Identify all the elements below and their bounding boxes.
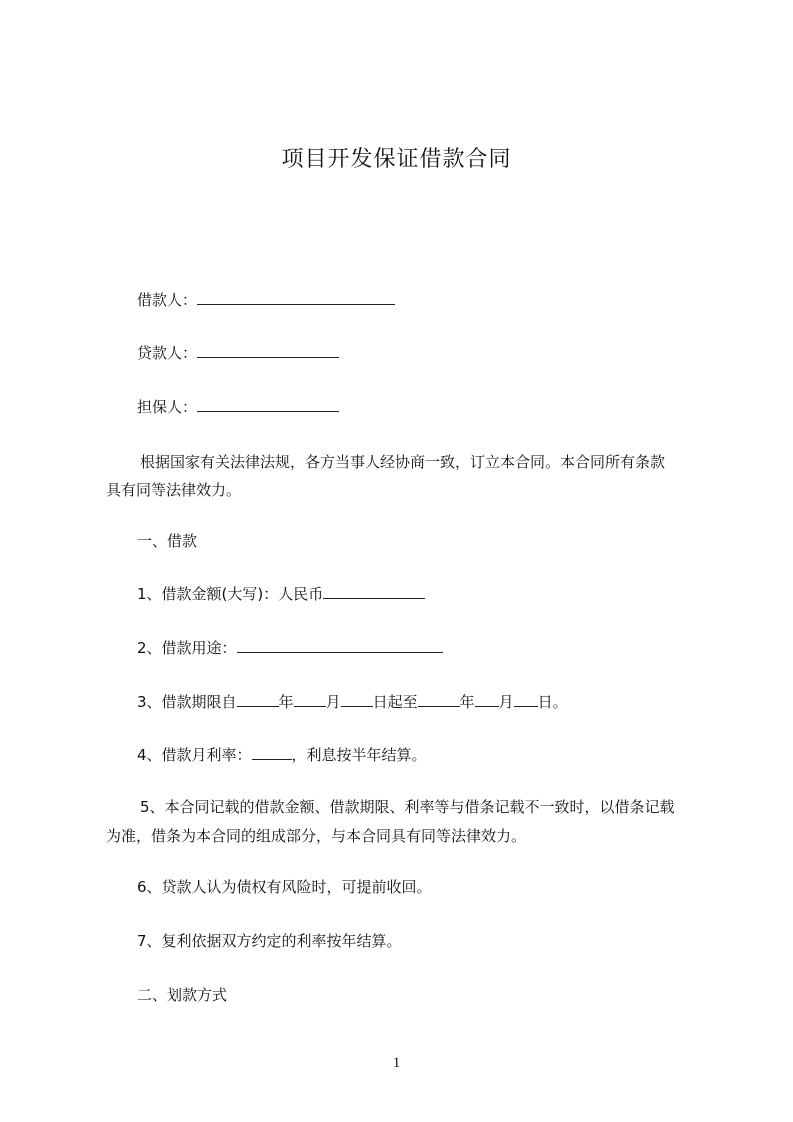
- section-2-heading: 二、划款方式: [137, 986, 228, 1004]
- end-month-blank: [475, 692, 499, 707]
- item-2-line: [137, 638, 443, 658]
- item-5-line-2: 为准，借条为本合同的组成部分，与本合同具有同等法律效力。: [106, 827, 527, 845]
- guarantor-label: 担保人：: [137, 398, 198, 416]
- preamble-line-2: 具有同等法律效力。: [106, 481, 242, 499]
- item-2-label: 2、借款用途：: [137, 639, 237, 657]
- end-day-blank: [514, 692, 538, 707]
- section-1-heading: 一、借款: [137, 532, 198, 550]
- item-3-day-end: 日。: [537, 693, 568, 711]
- lender-blank: [197, 343, 339, 358]
- borrower-line: [137, 290, 395, 310]
- guarantor-blank: [197, 397, 339, 412]
- guarantor-line: [137, 397, 339, 417]
- item-5-line-1: 5、本合同记载的借款金额、借款期限、利率等与借条记载不一致时，以借条记载: [140, 798, 675, 816]
- page-number: 1: [392, 1055, 401, 1071]
- item-3-month2: 月: [498, 693, 514, 711]
- item-3-month: 月: [325, 693, 341, 711]
- lender-label: 贷款人：: [137, 344, 198, 362]
- item-4-line: [137, 745, 427, 765]
- purpose-blank: [237, 638, 443, 653]
- item-3-year2: 年: [459, 693, 475, 711]
- item-4-suffix: ，利息按半年结算。: [291, 746, 427, 764]
- item-4-prefix: 4、借款月利率：: [137, 746, 252, 764]
- preamble-line-1: 根据国家有关法律法规，各方当事人经协商一致，订立本合同。本合同所有条款: [140, 453, 666, 471]
- borrower-label: 借款人：: [137, 291, 198, 309]
- lender-line: [137, 343, 339, 363]
- item-6-line: 6、贷款人认为债权有风险时，可提前收回。: [137, 878, 432, 896]
- item-3-prefix: 3、借款期限自: [137, 693, 237, 711]
- item-1-label: 1、借款金额(大写)：人民币: [137, 585, 324, 603]
- document-title: 项目开发保证借款合同: [281, 147, 512, 172]
- item-7-line: 7、复利依据双方约定的利率按年结算。: [137, 932, 402, 950]
- item-3-year: 年: [278, 693, 294, 711]
- amount-blank: [323, 584, 425, 599]
- borrower-blank: [197, 290, 395, 305]
- rate-blank: [252, 745, 292, 760]
- start-month-blank: [294, 692, 326, 707]
- item-1-line: [137, 584, 425, 604]
- item-3-day-from: 日起至: [372, 693, 418, 711]
- end-year-blank: [418, 692, 460, 707]
- start-year-blank: [237, 692, 279, 707]
- start-day-blank: [341, 692, 373, 707]
- item-3-line: [137, 692, 568, 712]
